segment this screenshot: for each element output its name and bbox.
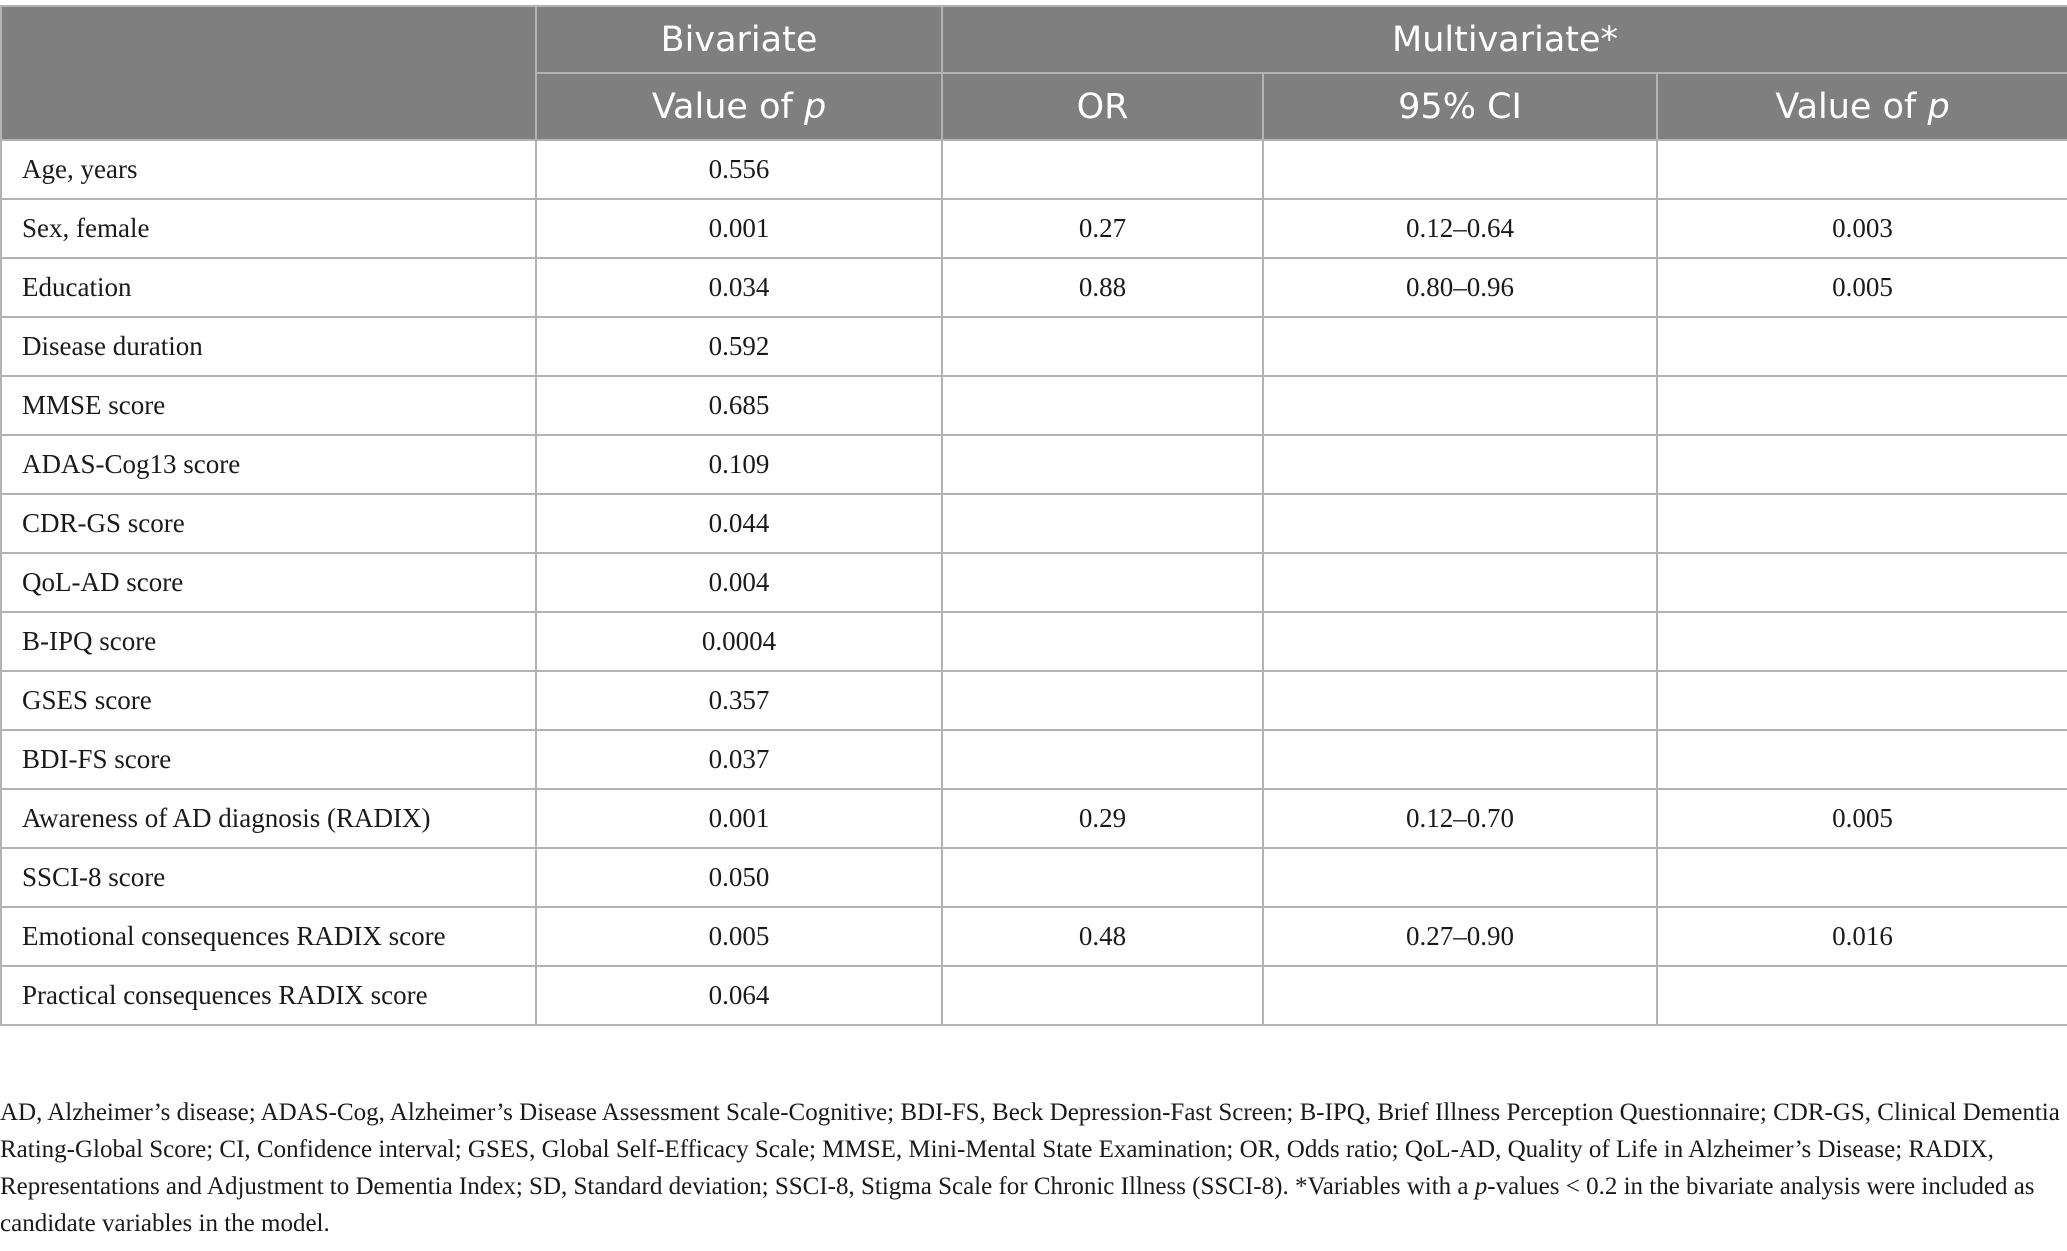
cell-p-multivariate xyxy=(1657,848,2067,907)
cell-p-multivariate xyxy=(1657,671,2067,730)
cell-or xyxy=(942,376,1263,435)
cell-or xyxy=(942,435,1263,494)
cell-ci: 0.12–0.64 xyxy=(1263,199,1657,258)
cell-p-bivariate: 0.001 xyxy=(536,199,942,258)
cell-p-bivariate: 0.037 xyxy=(536,730,942,789)
table-row xyxy=(1,966,2067,1025)
table-row xyxy=(1,494,2067,553)
table-footnote xyxy=(0,1094,2067,1242)
cell-or xyxy=(942,966,1263,1025)
cell-variable: CDR-GS score xyxy=(1,494,536,553)
table-row xyxy=(1,612,2067,671)
footnote-main-text: AD, Alzheimer’s disease; ADAS-Cog, Alzheimer’s Disease Assessment Scale-Cognitive; BDI-FS, Beck Depression-Fast Screen; B-IPQ, Brief Illness Perception Questionnaire; CDR-GS, Clinical Dementia Rating-Global Score; CI, Confidence interval; GSES, Global Self-Efficacy Scale; MMSE, Mini-Mental State Examination; OR, Odds ratio; QoL-AD, Quality of Life in Alzheimer’s Disease; RADIX, Representations and Adjustment to Dementia Index; SD, Standard deviation; SSCI-8, Stigma Scale for Chronic Illness (SSCI-8). *Variables with a xyxy=(0,1099,2060,1200)
header-or: OR xyxy=(942,73,1263,140)
cell-p-multivariate xyxy=(1657,435,2067,494)
cell-ci: 0.27–0.90 xyxy=(1263,907,1657,966)
cell-ci xyxy=(1263,376,1657,435)
cell-ci xyxy=(1263,966,1657,1025)
header-p-bivariate xyxy=(536,73,942,140)
cell-p-multivariate xyxy=(1657,612,2067,671)
cell-variable: Education xyxy=(1,258,536,317)
footnote-p-italic: p xyxy=(1474,1173,1488,1200)
table-row xyxy=(1,376,2067,435)
cell-or xyxy=(942,494,1263,553)
cell-p-bivariate: 0.357 xyxy=(536,671,942,730)
cell-or xyxy=(942,612,1263,671)
cell-ci: 0.12–0.70 xyxy=(1263,789,1657,848)
cell-variable: Disease duration xyxy=(1,317,536,376)
cell-ci xyxy=(1263,435,1657,494)
cell-ci xyxy=(1263,730,1657,789)
header-bivariate: Bivariate xyxy=(536,6,942,73)
header-p-multivariate xyxy=(1657,73,2067,140)
cell-variable: GSES score xyxy=(1,671,536,730)
cell-p-multivariate xyxy=(1657,140,2067,199)
header-multivariate: Multivariate* xyxy=(942,6,2067,73)
cell-p-bivariate: 0.064 xyxy=(536,966,942,1025)
cell-p-bivariate: 0.109 xyxy=(536,435,942,494)
cell-p-bivariate: 0.001 xyxy=(536,789,942,848)
cell-variable: BDI-FS score xyxy=(1,730,536,789)
cell-p-bivariate: 0.050 xyxy=(536,848,942,907)
cell-p-multivariate: 0.016 xyxy=(1657,907,2067,966)
cell-ci xyxy=(1263,612,1657,671)
cell-variable: Emotional consequences RADIX score xyxy=(1,907,536,966)
header-p-italic: p xyxy=(803,86,827,127)
header-p-italic: p xyxy=(1927,86,1950,127)
cell-variable: MMSE score xyxy=(1,376,536,435)
cell-p-bivariate: 0.556 xyxy=(536,140,942,199)
cell-variable: B-IPQ score xyxy=(1,612,536,671)
table-row xyxy=(1,848,2067,907)
cell-p-multivariate xyxy=(1657,317,2067,376)
cell-p-bivariate: 0.044 xyxy=(536,494,942,553)
cell-variable: SSCI-8 score xyxy=(1,848,536,907)
cell-p-multivariate xyxy=(1657,376,2067,435)
cell-p-bivariate: 0.685 xyxy=(536,376,942,435)
regression-table xyxy=(0,5,2067,1026)
table-row xyxy=(1,789,2067,848)
cell-p-multivariate: 0.005 xyxy=(1657,258,2067,317)
cell-p-bivariate: 0.592 xyxy=(536,317,942,376)
footnote-tail-text: -values < 0.2 in the bivariate analysis were included as candidate variables in the model. xyxy=(0,1173,2035,1237)
cell-or: 0.29 xyxy=(942,789,1263,848)
cell-p-bivariate: 0.005 xyxy=(536,907,942,966)
cell-or xyxy=(942,730,1263,789)
cell-ci xyxy=(1263,494,1657,553)
table-row xyxy=(1,199,2067,258)
cell-variable: QoL-AD score xyxy=(1,553,536,612)
cell-p-multivariate: 0.005 xyxy=(1657,789,2067,848)
cell-variable: Age, years xyxy=(1,140,536,199)
results-table-container xyxy=(0,5,2067,1026)
cell-or xyxy=(942,671,1263,730)
cell-p-bivariate: 0.034 xyxy=(536,258,942,317)
table-row xyxy=(1,258,2067,317)
header-ci: 95% CI xyxy=(1263,73,1657,140)
cell-or: 0.27 xyxy=(942,199,1263,258)
cell-p-multivariate xyxy=(1657,553,2067,612)
cell-variable: Sex, female xyxy=(1,199,536,258)
header-variable-blank xyxy=(1,6,536,140)
cell-variable: Practical consequences RADIX score xyxy=(1,966,536,1025)
table-row xyxy=(1,435,2067,494)
table-row xyxy=(1,140,2067,199)
header-value-of-text: Value of xyxy=(651,86,804,127)
cell-p-multivariate xyxy=(1657,494,2067,553)
cell-ci xyxy=(1263,553,1657,612)
header-value-of-text: Value of xyxy=(1775,86,1928,127)
table-body xyxy=(1,140,2067,1025)
cell-variable: ADAS-Cog13 score xyxy=(1,435,536,494)
cell-or xyxy=(942,553,1263,612)
cell-or xyxy=(942,317,1263,376)
cell-p-bivariate: 0.004 xyxy=(536,553,942,612)
table-row xyxy=(1,907,2067,966)
cell-p-multivariate: 0.003 xyxy=(1657,199,2067,258)
header-row-groups xyxy=(1,6,2067,73)
cell-p-bivariate: 0.0004 xyxy=(536,612,942,671)
table-row xyxy=(1,671,2067,730)
table-header xyxy=(1,6,2067,140)
cell-ci xyxy=(1263,848,1657,907)
cell-p-multivariate xyxy=(1657,730,2067,789)
cell-ci: 0.80–0.96 xyxy=(1263,258,1657,317)
cell-ci xyxy=(1263,140,1657,199)
cell-variable: Awareness of AD diagnosis (RADIX) xyxy=(1,789,536,848)
cell-p-multivariate xyxy=(1657,966,2067,1025)
cell-or xyxy=(942,140,1263,199)
cell-or: 0.88 xyxy=(942,258,1263,317)
cell-ci xyxy=(1263,317,1657,376)
cell-or: 0.48 xyxy=(942,907,1263,966)
table-row xyxy=(1,317,2067,376)
cell-or xyxy=(942,848,1263,907)
table-row xyxy=(1,730,2067,789)
table-row xyxy=(1,553,2067,612)
cell-ci xyxy=(1263,671,1657,730)
